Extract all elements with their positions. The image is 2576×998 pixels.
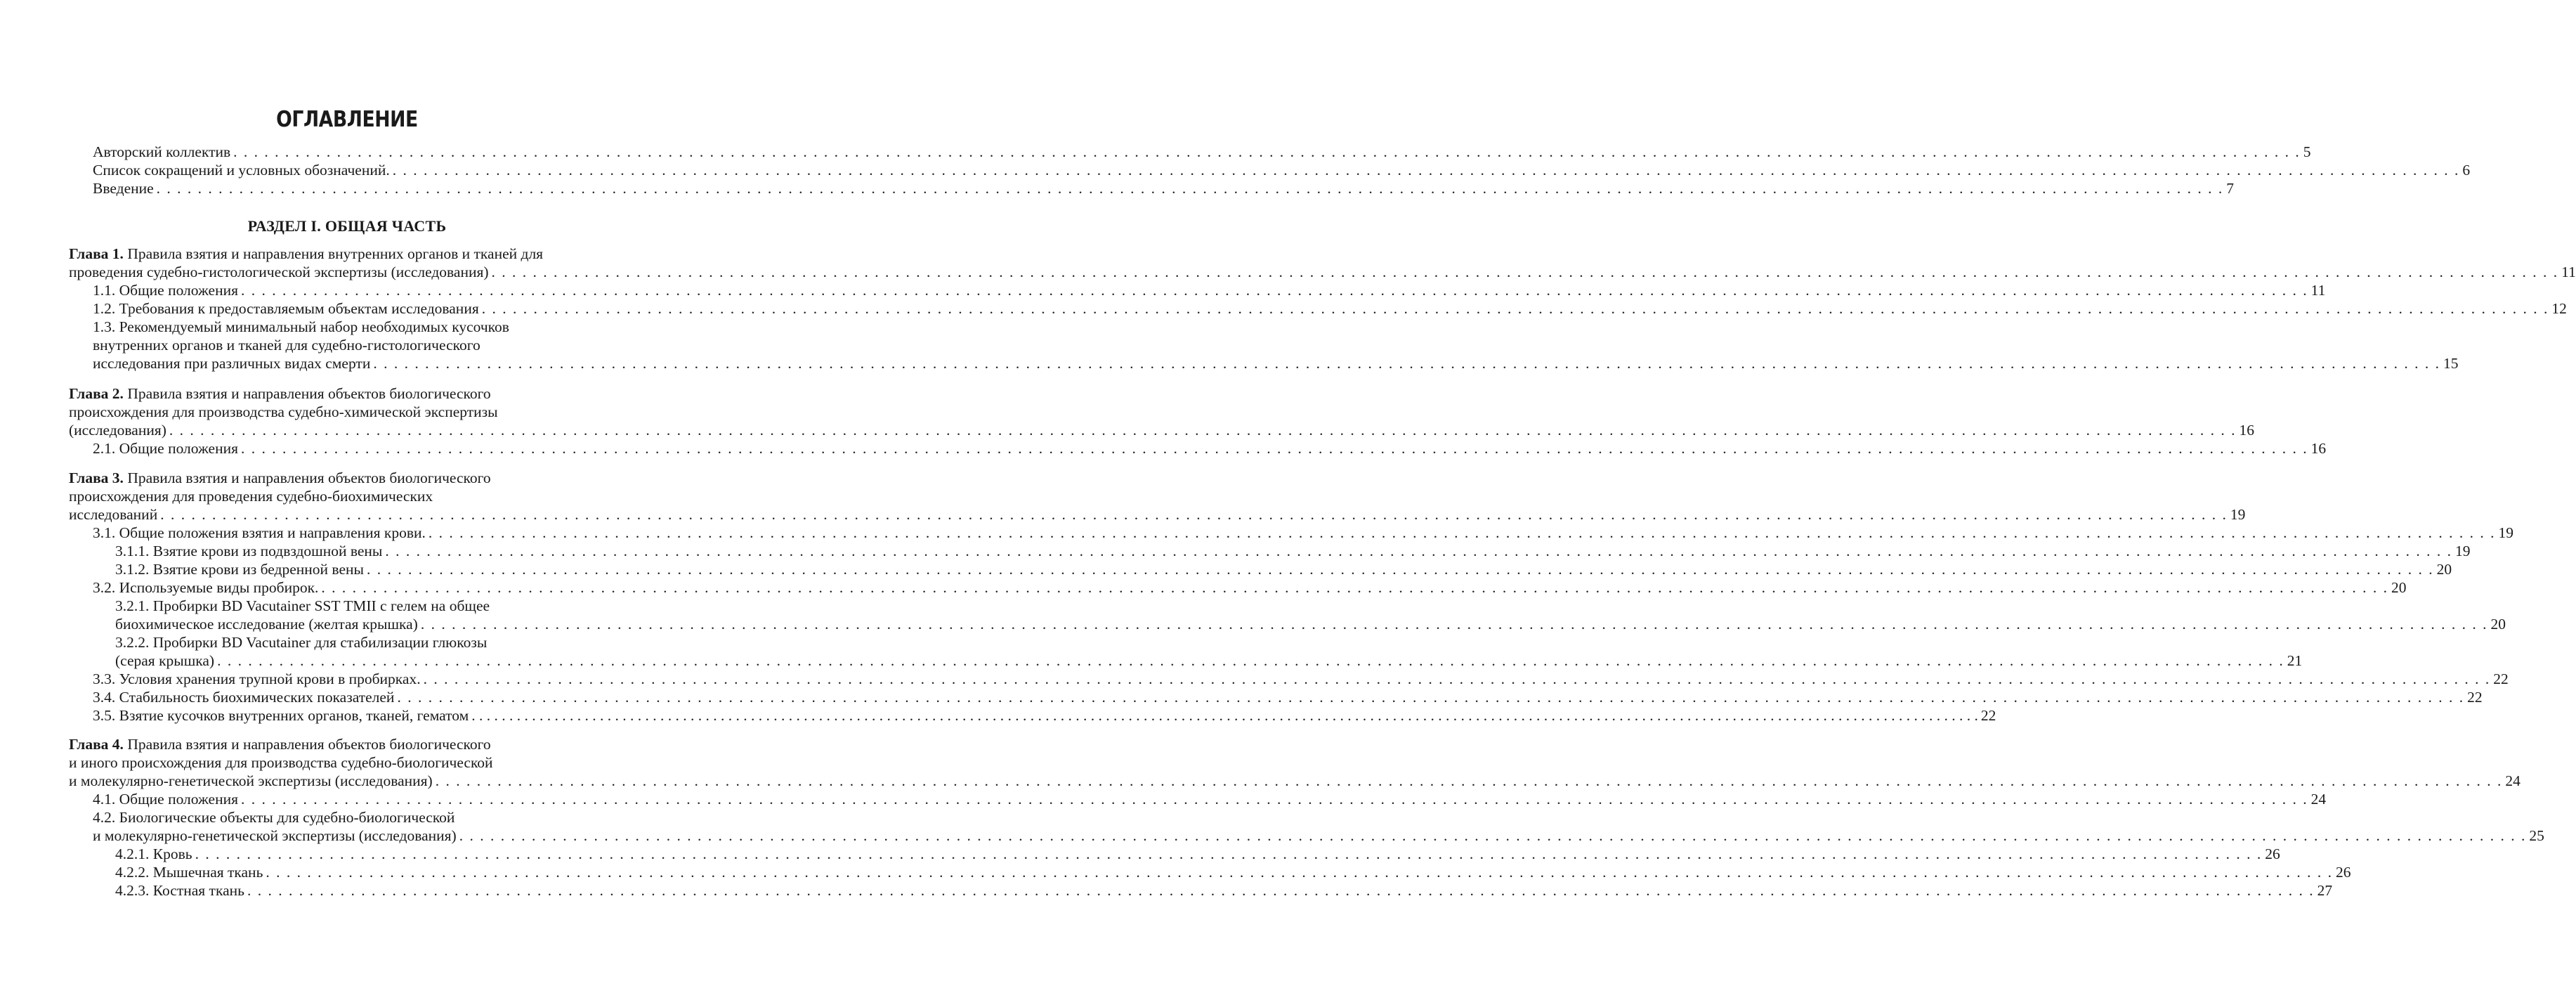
chapter-title: исследований bbox=[69, 506, 158, 523]
entry-page: 26 bbox=[2336, 864, 2351, 881]
entry-title: 4.2.2. Мышечная ткань bbox=[115, 864, 263, 881]
chapter-title: и иного происхождения для производства судебно-биологической bbox=[69, 754, 493, 771]
entry-page: 26 bbox=[2265, 845, 2280, 862]
entry-title: 3.1.1. Взятие крови из подвздошной вены bbox=[115, 543, 383, 559]
toc-entry[interactable]: Введение . . . . . . . . . . . . . . . . . . . . . . . . . . . . . . . . . . . . . . . . . . . . . . . . . . . . . . . . . . . . . . . . . . . . . . . . . . . . . . . . . . . . . . . . . . . . . . . . . . . . . . . . . . . . . . . . . . . . . . . . . . . . . . . . . . . . . . . . . . . . . . . . . . . . . . . . . . . . . . . . . . . . . . . . . . . . . . . . . . . . . . . . . . . . . . . . . . . . . . . . 7 bbox=[93, 180, 2235, 197]
toc-entry-line[interactable] bbox=[69, 597, 625, 615]
toc-entry[interactable]: 3.5. Взятие кусочков внутренних органов, тканей, гематом . . . . . . . . . . . . . . . . . . . . . . . . . . . . . . . . . . . . . . . . . . . . . . . . . . . . . . . . . . . . . . . . . . . . . . . . . . . . . . . . . . . . . . . . . . . . . . . . . . . . . . . . . . . . . . . . . . . . . . . . . . . . . . . . . . . . . . . . . . . . . . . . . . . . . . . . . . . . . . . . . . . . . . . . . . . . . . . . . . . . . . . . . . . . . . . . . . . . . . . . 22 bbox=[93, 707, 1996, 724]
entry-title: 3.3. Условия хранения трупной крови в пробирках. bbox=[93, 670, 421, 687]
toc-entry-line[interactable]: 1.3. Рекомендуемый минимальный набор необходимых кусочков bbox=[93, 318, 509, 335]
entry-title: (серая крышка) bbox=[115, 652, 215, 669]
toc-entry[interactable]: 1.2. Требования к предоставляемым объектам исследования . . . . . . . . . . . . . . . . . . . . . . . . . . . . . . . . . . . . . . . . . . . . . . . . . . . . . . . . . . . . . . . . . . . . . . . . . . . . . . . . . . . . . . . . . . . . . . . . . . . . . . . . . . . . . . . . . . . . . . . . . . . . . . . . . . . . . . . . . . . . . . . . . . . . . . . . . . . . . . . . . . . . . . . . . . . . . . . . . . . . . . . . . . . . . . . . . . . . . . . . 12 bbox=[93, 300, 2567, 317]
chapter-4 bbox=[69, 735, 2544, 900]
entry-title: внутренних органов и тканей для судебно-гистологического bbox=[93, 337, 480, 354]
entry-page: 20 bbox=[2436, 561, 2452, 578]
toc-entry[interactable]: 3.4. Стабильность биохимических показателей . . . . . . . . . . . . . . . . . . . . . . . . . . . . . . . . . . . . . . . . . . . . . . . . . . . . . . . . . . . . . . . . . . . . . . . . . . . . . . . . . . . . . . . . . . . . . . . . . . . . . . . . . . . . . . . . . . . . . . . . . . . . . . . . . . . . . . . . . . . . . . . . . . . . . . . . . . . . . . . . . . . . . . . . . . . . . . . . . . . . . . . . . . . . . . . . . . . . . . . . 22 bbox=[93, 689, 2483, 706]
entry-title: Введение bbox=[93, 180, 154, 197]
chapter-3 bbox=[69, 469, 2514, 725]
entry-title: исследования при различных видах смерти bbox=[93, 355, 371, 372]
entry-title: 3.2. Используемые виды пробирок. bbox=[93, 579, 319, 596]
entry-title: Список сокращений и условных обозначений. bbox=[93, 162, 390, 179]
toc-entry[interactable]: 4.1. Общие положения . . . . . . . . . . . . . . . . . . . . . . . . . . . . . . . . . . . . . . . . . . . . . . . . . . . . . . . . . . . . . . . . . . . . . . . . . . . . . . . . . . . . . . . . . . . . . . . . . . . . . . . . . . . . . . . . . . . . . . . . . . . . . . . . . . . . . . . . . . . . . . . . . . . . . . . . . . . . . . . . . . . . . . . . . . . . . . . . . . . . . . . . . . . . . . . . . . . . . . . . 24 bbox=[93, 791, 2327, 808]
chapter-title-line[interactable]: исследований . . . . . . . . . . . . . . . . . . . . . . . . . . . . . . . . . . . . . . . . . . . . . . . . . . . . . . . . . . . . . . . . . . . . . . . . . . . . . . . . . . . . . . . . . . . . . . . . . . . . . . . . . . . . . . . . . . . . . . . . . . . . . . . . . . . . . . . . . . . . . . . . . . . . . . . . . . . . . . . . . . . . . . . . . . . . . . . . . . . . . . . . . . . . . . . . . . . . . . . . 19 bbox=[69, 506, 2246, 523]
chapter-1 bbox=[69, 245, 2576, 372]
entry-title: 4.2.1. Кровь bbox=[115, 845, 192, 862]
toc-entry[interactable]: 3.3. Условия хранения трупной крови в пробирках. . . . . . . . . . . . . . . . . . . . . . . . . . . . . . . . . . . . . . . . . . . . . . . . . . . . . . . . . . . . . . . . . . . . . . . . . . . . . . . . . . . . . . . . . . . . . . . . . . . . . . . . . . . . . . . . . . . . . . . . . . . . . . . . . . . . . . . . . . . . . . . . . . . . . . . . . . . . . . . . . . . . . . . . . . . . . . . . . . . . . . . . . . . . . . . . . . . . . . . . . 22 bbox=[93, 670, 2509, 687]
entry-page: 16 bbox=[2310, 440, 2327, 457]
toc-entry[interactable]: 4.2.1. Кровь . . . . . . . . . . . . . . . . . . . . . . . . . . . . . . . . . . . . . . . . . . . . . . . . . . . . . . . . . . . . . . . . . . . . . . . . . . . . . . . . . . . . . . . . . . . . . . . . . . . . . . . . . . . . . . . . . . . . . . . . . . . . . . . . . . . . . . . . . . . . . . . . . . . . . . . . . . . . . . . . . . . . . . . . . . . . . . . . . . . . . . . . . . . . . . . . . . . . . . . . 26 bbox=[115, 845, 2280, 862]
entry-title: 3.5. Взятие кусочков внутренних органов, тканей, гематом bbox=[93, 707, 469, 724]
toc-entry[interactable]: 1.1. Общие положения . . . . . . . . . . . . . . . . . . . . . . . . . . . . . . . . . . . . . . . . . . . . . . . . . . . . . . . . . . . . . . . . . . . . . . . . . . . . . . . . . . . . . . . . . . . . . . . . . . . . . . . . . . . . . . . . . . . . . . . . . . . . . . . . . . . . . . . . . . . . . . . . . . . . . . . . . . . . . . . . . . . . . . . . . . . . . . . . . . . . . . . . . . . . . . . . . . . . . . . . 11 bbox=[93, 282, 2326, 299]
toc-entry-line[interactable] bbox=[69, 808, 625, 827]
entry-title: 1.2. Требования к предоставляемым объектам исследования bbox=[93, 300, 479, 317]
entry-page: 22 bbox=[2493, 670, 2509, 687]
chapter-label: Глава 4. bbox=[69, 736, 124, 753]
page-title: ОГЛАВЛЕНИЕ bbox=[276, 107, 418, 132]
entry-page: 22 bbox=[2467, 689, 2483, 706]
chapter-title-line[interactable]: проведения судебно-гистологической экспертизы (исследования) . . . . . . . . . . . . . . . . . . . . . . . . . . . . . . . . . . . . . . . . . . . . . . . . . . . . . . . . . . . . . . . . . . . . . . . . . . . . . . . . . . . . . . . . . . . . . . . . . . . . . . . . . . . . . . . . . . . . . . . . . . . . . . . . . . . . . . . . . . . . . . . . . . . . . . . . . . . . . . . . . . . . . . . . . . . . . . . . . . . . . . . . . . . . . . . . . . . . . . . . 11 bbox=[69, 264, 2576, 280]
toc-entry[interactable]: 4.2.2. Мышечная ткань . . . . . . . . . . . . . . . . . . . . . . . . . . . . . . . . . . . . . . . . . . . . . . . . . . . . . . . . . . . . . . . . . . . . . . . . . . . . . . . . . . . . . . . . . . . . . . . . . . . . . . . . . . . . . . . . . . . . . . . . . . . . . . . . . . . . . . . . . . . . . . . . . . . . . . . . . . . . . . . . . . . . . . . . . . . . . . . . . . . . . . . . . . . . . . . . . . . . . . . . 26 bbox=[115, 864, 2351, 881]
entry-page: 20 bbox=[2490, 616, 2506, 633]
entry-page: 19 bbox=[2230, 506, 2246, 523]
entry-page: 24 bbox=[2505, 772, 2521, 789]
entry-page: 7 bbox=[2226, 180, 2235, 197]
entry-title: Авторский коллектив bbox=[93, 143, 231, 160]
entry-page: 11 bbox=[2310, 282, 2326, 299]
chapter-label: Глава 1. bbox=[69, 245, 124, 262]
entry-title: 1.1. Общие положения bbox=[93, 282, 239, 299]
toc-entry[interactable]: (серая крышка) . . . . . . . . . . . . . . . . . . . . . . . . . . . . . . . . . . . . . . . . . . . . . . . . . . . . . . . . . . . . . . . . . . . . . . . . . . . . . . . . . . . . . . . . . . . . . . . . . . . . . . . . . . . . . . . . . . . . . . . . . . . . . . . . . . . . . . . . . . . . . . . . . . . . . . . . . . . . . . . . . . . . . . . . . . . . . . . . . . . . . . . . . . . . . . . . . . . . . . . . 21 bbox=[115, 652, 2303, 669]
chapter-title: Правила взятия и направления внутренних органов и тканей для bbox=[123, 245, 544, 262]
entry-title: и молекулярно-генетической экспертизы (исследования) bbox=[93, 827, 457, 844]
chapter-title-line[interactable]: и молекулярно-генетической экспертизы (исследования) . . . . . . . . . . . . . . . . . . . . . . . . . . . . . . . . . . . . . . . . . . . . . . . . . . . . . . . . . . . . . . . . . . . . . . . . . . . . . . . . . . . . . . . . . . . . . . . . . . . . . . . . . . . . . . . . . . . . . . . . . . . . . . . . . . . . . . . . . . . . . . . . . . . . . . . . . . . . . . . . . . . . . . . . . . . . . . . . . . . . . . . . . . . . . . . . . . . . . . . . 24 bbox=[69, 772, 2521, 789]
toc-entry[interactable]: 3.2. Используемые виды пробирок. . . . . . . . . . . . . . . . . . . . . . . . . . . . . . . . . . . . . . . . . . . . . . . . . . . . . . . . . . . . . . . . . . . . . . . . . . . . . . . . . . . . . . . . . . . . . . . . . . . . . . . . . . . . . . . . . . . . . . . . . . . . . . . . . . . . . . . . . . . . . . . . . . . . . . . . . . . . . . . . . . . . . . . . . . . . . . . . . . . . . . . . . . . . . . . . . . . . . . . . . 20 bbox=[93, 579, 2407, 596]
front-matter bbox=[69, 143, 2471, 197]
chapter-title-line[interactable] bbox=[69, 753, 625, 772]
entry-title: 3.2.2. Пробирки BD Vacutainer для стабилизации глюкозы bbox=[115, 634, 488, 651]
entry-page: 19 bbox=[2455, 543, 2471, 559]
chapter-title: происхождения для проведения судебно-биохимических bbox=[69, 488, 433, 505]
toc-entry[interactable]: 2.1. Общие положения . . . . . . . . . . . . . . . . . . . . . . . . . . . . . . . . . . . . . . . . . . . . . . . . . . . . . . . . . . . . . . . . . . . . . . . . . . . . . . . . . . . . . . . . . . . . . . . . . . . . . . . . . . . . . . . . . . . . . . . . . . . . . . . . . . . . . . . . . . . . . . . . . . . . . . . . . . . . . . . . . . . . . . . . . . . . . . . . . . . . . . . . . . . . . . . . . . . . . . . . 16 bbox=[93, 440, 2327, 457]
entry-page: 22 bbox=[1980, 707, 1996, 724]
toc-entry[interactable]: Авторский коллектив . . . . . . . . . . . . . . . . . . . . . . . . . . . . . . . . . . . . . . . . . . . . . . . . . . . . . . . . . . . . . . . . . . . . . . . . . . . . . . . . . . . . . . . . . . . . . . . . . . . . . . . . . . . . . . . . . . . . . . . . . . . . . . . . . . . . . . . . . . . . . . . . . . . . . . . . . . . . . . . . . . . . . . . . . . . . . . . . . . . . . . . . . . . . . . . . . . . . . . . . 5 bbox=[93, 143, 2311, 160]
section-heading: РАЗДЕЛ I. ОБЩАЯ ЧАСТЬ bbox=[247, 217, 447, 235]
chapter-title: и молекулярно-генетической экспертизы (исследования) bbox=[69, 772, 433, 789]
entry-title: 4.2. Биологические объекты для судебно-биологической bbox=[93, 809, 455, 826]
chapter-title: (исследования) bbox=[69, 422, 166, 439]
chapter-title: Правила взятия и направления объектов биологического bbox=[123, 469, 491, 486]
chapter-label: Глава 2. bbox=[69, 385, 124, 402]
entry-title: 3.4. Стабильность биохимических показателей bbox=[93, 689, 395, 706]
entry-page: 24 bbox=[2310, 791, 2327, 808]
toc-entry[interactable]: 3.1. Общие положения взятия и направления крови. . . . . . . . . . . . . . . . . . . . . . . . . . . . . . . . . . . . . . . . . . . . . . . . . . . . . . . . . . . . . . . . . . . . . . . . . . . . . . . . . . . . . . . . . . . . . . . . . . . . . . . . . . . . . . . . . . . . . . . . . . . . . . . . . . . . . . . . . . . . . . . . . . . . . . . . . . . . . . . . . . . . . . . . . . . . . . . . . . . . . . . . . . . . . . . . . . . . . . . . . 19 bbox=[93, 524, 2514, 541]
entry-page: 6 bbox=[2462, 162, 2471, 179]
entry-title: биохимическое исследование (желтая крышка) bbox=[115, 616, 418, 633]
chapter-title: происхождения для производства судебно-химической экспертизы bbox=[69, 403, 498, 420]
entry-page: 5 bbox=[2303, 143, 2311, 160]
toc-entry[interactable]: Список сокращений и условных обозначений. . . . . . . . . . . . . . . . . . . . . . . . . . . . . . . . . . . . . . . . . . . . . . . . . . . . . . . . . . . . . . . . . . . . . . . . . . . . . . . . . . . . . . . . . . . . . . . . . . . . . . . . . . . . . . . . . . . . . . . . . . . . . . . . . . . . . . . . . . . . . . . . . . . . . . . . . . . . . . . . . . . . . . . . . . . . . . . . . . . . . . . . . . . . . . . . . . . . . . . . . 6 bbox=[93, 162, 2471, 179]
chapter-2 bbox=[69, 384, 2327, 458]
toc-entry[interactable]: и молекулярно-генетической экспертизы (исследования) . . . . . . . . . . . . . . . . . . . . . . . . . . . . . . . . . . . . . . . . . . . . . . . . . . . . . . . . . . . . . . . . . . . . . . . . . . . . . . . . . . . . . . . . . . . . . . . . . . . . . . . . . . . . . . . . . . . . . . . . . . . . . . . . . . . . . . . . . . . . . . . . . . . . . . . . . . . . . . . . . . . . . . . . . . . . . . . . . . . . . . . . . . . . . . . . . . . . . . . . 25 bbox=[93, 827, 2544, 844]
chapter-title-line[interactable] bbox=[69, 487, 625, 505]
chapter-title-line[interactable] bbox=[69, 245, 625, 263]
toc-entry[interactable]: 3.1.1. Взятие крови из подвздошной вены . . . . . . . . . . . . . . . . . . . . . . . . . . . . . . . . . . . . . . . . . . . . . . . . . . . . . . . . . . . . . . . . . . . . . . . . . . . . . . . . . . . . . . . . . . . . . . . . . . . . . . . . . . . . . . . . . . . . . . . . . . . . . . . . . . . . . . . . . . . . . . . . . . . . . . . . . . . . . . . . . . . . . . . . . . . . . . . . . . . . . . . . . . . . . . . . . . . . . . . . 19 bbox=[115, 543, 2471, 559]
toc-entry-line[interactable] bbox=[69, 633, 625, 652]
toc-entry-line[interactable] bbox=[69, 336, 625, 354]
toc-entry[interactable]: 4.2.3. Костная ткань . . . . . . . . . . . . . . . . . . . . . . . . . . . . . . . . . . . . . . . . . . . . . . . . . . . . . . . . . . . . . . . . . . . . . . . . . . . . . . . . . . . . . . . . . . . . . . . . . . . . . . . . . . . . . . . . . . . . . . . . . . . . . . . . . . . . . . . . . . . . . . . . . . . . . . . . . . . . . . . . . . . . . . . . . . . . . . . . . . . . . . . . . . . . . . . . . . . . . . . . 27 bbox=[115, 882, 2333, 899]
entry-title: 4.2.3. Костная ткань bbox=[115, 882, 244, 899]
chapter-title-line[interactable] bbox=[69, 403, 625, 421]
entry-title: 3.2.1. Пробирки BD Vacutainer SST TMII с гелем на общее bbox=[115, 597, 490, 614]
chapter-title-line[interactable] bbox=[69, 469, 625, 487]
entry-page: 27 bbox=[2317, 882, 2333, 899]
entry-page: 25 bbox=[2529, 827, 2544, 844]
entry-title: 2.1. Общие положения bbox=[93, 440, 239, 457]
chapter-title: проведения судебно-гистологической экспертизы (исследования) bbox=[69, 264, 489, 280]
entry-page: 12 bbox=[2551, 300, 2567, 317]
entry-page: 16 bbox=[2239, 422, 2255, 439]
chapter-label: Глава 3. bbox=[69, 469, 124, 486]
entry-page: 19 bbox=[2498, 524, 2514, 541]
chapter-title-line[interactable]: (исследования) . . . . . . . . . . . . . . . . . . . . . . . . . . . . . . . . . . . . . . . . . . . . . . . . . . . . . . . . . . . . . . . . . . . . . . . . . . . . . . . . . . . . . . . . . . . . . . . . . . . . . . . . . . . . . . . . . . . . . . . . . . . . . . . . . . . . . . . . . . . . . . . . . . . . . . . . . . . . . . . . . . . . . . . . . . . . . . . . . . . . . . . . . . . . . . . . . . . . . . . . 16 bbox=[69, 422, 2255, 439]
entry-page: 15 bbox=[2443, 355, 2459, 372]
entry-title: 4.1. Общие положения bbox=[93, 791, 239, 808]
chapter-title: Правила взятия и направления объектов биологического bbox=[123, 385, 491, 402]
chapter-title-line[interactable] bbox=[69, 384, 625, 403]
toc-entry[interactable]: исследования при различных видах смерти . . . . . . . . . . . . . . . . . . . . . . . . . . . . . . . . . . . . . . . . . . . . . . . . . . . . . . . . . . . . . . . . . . . . . . . . . . . . . . . . . . . . . . . . . . . . . . . . . . . . . . . . . . . . . . . . . . . . . . . . . . . . . . . . . . . . . . . . . . . . . . . . . . . . . . . . . . . . . . . . . . . . . . . . . . . . . . . . . . . . . . . . . . . . . . . . . . . . . . . . 15 bbox=[93, 355, 2459, 372]
entry-page: 21 bbox=[2287, 652, 2303, 669]
entry-title: 3.1. Общие положения взятия и направления крови. bbox=[93, 524, 426, 541]
toc-entry[interactable]: биохимическое исследование (желтая крышка) . . . . . . . . . . . . . . . . . . . . . . . . . . . . . . . . . . . . . . . . . . . . . . . . . . . . . . . . . . . . . . . . . . . . . . . . . . . . . . . . . . . . . . . . . . . . . . . . . . . . . . . . . . . . . . . . . . . . . . . . . . . . . . . . . . . . . . . . . . . . . . . . . . . . . . . . . . . . . . . . . . . . . . . . . . . . . . . . . . . . . . . . . . . . . . . . . . . . . . . . 20 bbox=[115, 616, 2506, 633]
entry-title: 3.1.2. Взятие крови из бедренной вены bbox=[115, 561, 364, 578]
entry-page: 11 bbox=[2561, 264, 2576, 280]
chapter-title-line[interactable] bbox=[69, 735, 625, 753]
entry-page: 20 bbox=[2391, 579, 2407, 596]
chapter-title: Правила взятия и направления объектов биологического bbox=[123, 736, 491, 753]
toc-entry[interactable]: 3.1.2. Взятие крови из бедренной вены . . . . . . . . . . . . . . . . . . . . . . . . . . . . . . . . . . . . . . . . . . . . . . . . . . . . . . . . . . . . . . . . . . . . . . . . . . . . . . . . . . . . . . . . . . . . . . . . . . . . . . . . . . . . . . . . . . . . . . . . . . . . . . . . . . . . . . . . . . . . . . . . . . . . . . . . . . . . . . . . . . . . . . . . . . . . . . . . . . . . . . . . . . . . . . . . . . . . . . . . 20 bbox=[115, 561, 2452, 578]
